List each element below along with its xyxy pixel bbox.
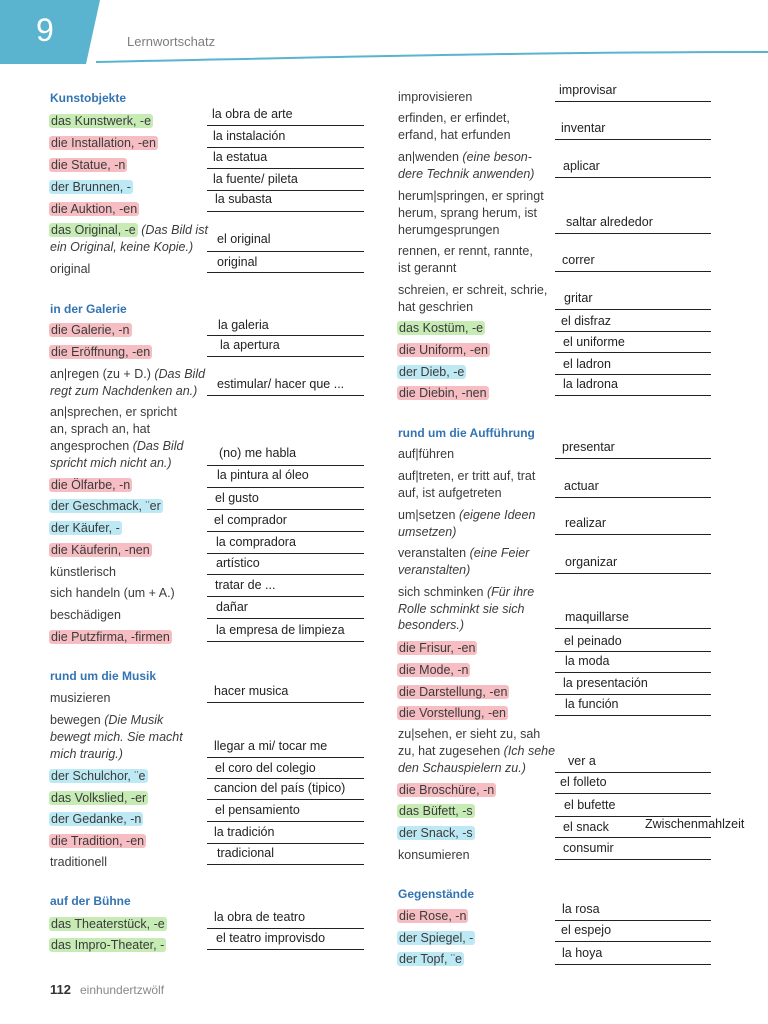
answer-line xyxy=(555,177,711,178)
answer-text: aplicar xyxy=(563,159,600,173)
answer-text: el bufette xyxy=(564,798,616,812)
vocab-term-cont: erfand, hat erfunden xyxy=(398,128,511,142)
vocab-term: erfinden, er erfindet, xyxy=(398,111,510,125)
vocab-term: der Käufer, - xyxy=(51,521,120,535)
answer-line xyxy=(207,251,364,252)
answer-line xyxy=(555,309,711,310)
answer-line xyxy=(555,233,711,234)
answer-line xyxy=(207,928,364,929)
answer-text: la tradición xyxy=(214,825,275,839)
answer-line xyxy=(555,534,711,535)
vocab-example: dere Technik anwenden) xyxy=(398,167,535,181)
vocab-term: rennen, er rennt, rannte, xyxy=(398,244,533,258)
answer-line xyxy=(555,964,711,965)
vocab-term: der Dieb, -e xyxy=(399,365,465,379)
vocab-term: improvisieren xyxy=(398,90,473,104)
answer-line xyxy=(555,352,711,353)
vocab-term: schreien, er schreit, schrie, xyxy=(398,283,548,297)
vocab-term-cont: auf, ist aufgetreten xyxy=(398,486,502,500)
section-heading: Gegenstände xyxy=(398,887,475,901)
answer-line xyxy=(207,702,364,703)
vocab-example: bewegt mich. Sie macht xyxy=(50,730,183,744)
vocab-term: die Broschüre, -n xyxy=(399,783,495,797)
answer-text: gritar xyxy=(564,291,593,305)
vocab-term: zu|sehen, er sieht zu, sah xyxy=(398,727,541,741)
answer-text: el ladron xyxy=(563,357,611,371)
answer-line xyxy=(555,793,711,794)
answer-line xyxy=(555,331,711,332)
vocab-term-cont: an, sprach an, hat xyxy=(50,422,151,436)
answer-line xyxy=(207,949,364,950)
vocab-term: musizieren xyxy=(50,691,111,705)
vocab-example: besonders.) xyxy=(398,618,465,632)
answer-line xyxy=(555,139,711,140)
answer-text: la ladrona xyxy=(563,377,618,391)
vocab-term: das Original, -e (Das Bild ist xyxy=(51,223,208,237)
vocab-term: die Käuferin, -nen xyxy=(51,543,150,557)
vocab-term: der Topf, ¨e xyxy=(399,952,463,966)
answer-text: improvisar xyxy=(559,83,617,97)
vocab-term: veranstalten (eine Feier xyxy=(398,546,530,560)
vocab-term: das Volkslied, -er xyxy=(51,791,147,805)
page-topic: Lernwortschatz xyxy=(127,34,216,49)
vocab-example: spricht mich nicht an.) xyxy=(50,456,172,470)
answer-line xyxy=(555,573,711,574)
page-number-word: einhundertzwölf xyxy=(80,983,165,997)
chapter-number: 9 xyxy=(36,12,54,48)
answer-text: la rosa xyxy=(562,902,600,916)
answer-text: el snack xyxy=(563,820,609,834)
answer-line xyxy=(207,211,364,212)
answer-line xyxy=(207,864,364,865)
answer-text: la galeria xyxy=(218,318,269,332)
answer-text: la apertura xyxy=(220,338,280,352)
answer-text: la subasta xyxy=(215,192,272,206)
vocab-term: die Diebin, -nen xyxy=(399,386,487,400)
answer-line xyxy=(207,465,364,466)
vocab-term-cont: herum, sprang herum, ist xyxy=(398,206,537,220)
section-heading: auf der Bühne xyxy=(50,894,131,908)
vocab-term: die Tradition, -en xyxy=(51,834,145,848)
vocab-term: konsumieren xyxy=(398,848,470,862)
answer-line xyxy=(207,821,364,822)
vocab-term: der Geschmack, ¨er xyxy=(51,499,161,513)
section-heading: rund um die Aufführung xyxy=(398,426,535,440)
vocab-term: die Statue, -n xyxy=(51,158,126,172)
vocab-term: der Snack, -s xyxy=(399,826,473,840)
vocab-term: sich handeln (um + A.) xyxy=(50,586,175,600)
vocab-term: das Kostüm, -e xyxy=(399,321,484,335)
vocab-term: an|wenden (eine beson- xyxy=(398,150,532,164)
answer-text: el original xyxy=(217,232,271,246)
answer-line xyxy=(207,553,364,554)
answer-line xyxy=(555,772,711,773)
vocab-example: ein Original, keine Kopie.) xyxy=(50,240,194,254)
answer-text: el comprador xyxy=(214,513,287,527)
vocab-term: die Installation, -en xyxy=(51,136,156,150)
answer-line xyxy=(207,395,364,396)
vocab-term: das Büfett, -s xyxy=(399,804,473,818)
answer-line xyxy=(555,271,711,272)
answer-text: presentar xyxy=(562,440,615,454)
vocab-term-cont: angesprochen (Das Bild xyxy=(50,439,184,453)
answer-line xyxy=(207,335,364,336)
vocab-term: sich schminken (Für ihre xyxy=(398,585,535,599)
answer-text: estimular/ hacer que ... xyxy=(217,377,345,391)
vocab-example: mich traurig.) xyxy=(50,747,123,761)
answer-line xyxy=(555,497,711,498)
answer-text: inventar xyxy=(561,121,606,135)
vocab-term: die Auktion, -en xyxy=(51,202,138,216)
answer-line xyxy=(555,651,711,652)
answer-line xyxy=(555,395,711,396)
answer-line xyxy=(207,799,364,800)
vocab-term: traditionell xyxy=(50,855,107,869)
vocab-term: der Brunnen, - xyxy=(51,180,131,194)
answer-line xyxy=(207,147,364,148)
vocab-term-cont: herumgesprungen xyxy=(398,223,500,237)
section-heading: Kunstobjekte xyxy=(50,91,127,105)
answer-text: la obra de teatro xyxy=(214,910,306,924)
answer-text: la instalación xyxy=(213,129,286,143)
answer-line xyxy=(555,458,711,459)
answer-text: la obra de arte xyxy=(212,107,293,121)
answer-line xyxy=(207,509,364,510)
vocab-example: umsetzen) xyxy=(398,525,457,539)
vocab-example: regt zum Nachdenken an.) xyxy=(50,384,198,398)
answer-line xyxy=(555,628,711,629)
answer-line xyxy=(555,715,711,716)
vocab-term: der Schulchor, ¨e xyxy=(51,769,146,783)
vocab-term: das Kunstwerk, -e xyxy=(51,114,152,128)
vocab-example: veranstalten) xyxy=(398,563,471,577)
vocab-example: Rolle schminkt sie sich xyxy=(398,602,525,616)
answer-text: cancion del país (tipico) xyxy=(214,781,346,795)
answer-text: (no) me habla xyxy=(219,446,297,460)
answer-line xyxy=(207,618,364,619)
answer-text: la estatua xyxy=(213,150,268,164)
vocab-term-cont: hat geschrien xyxy=(398,300,474,314)
answer-text: el gusto xyxy=(215,491,259,505)
answer-line xyxy=(555,672,711,673)
answer-line xyxy=(207,778,364,779)
answer-line xyxy=(207,574,364,575)
answer-text: saltar alrededor xyxy=(566,215,653,229)
answer-text: original xyxy=(217,255,258,269)
answer-line xyxy=(555,859,711,860)
vocab-term-cont: zu, hat zugesehen (Ich sehe xyxy=(398,744,556,758)
answer-text: correr xyxy=(562,253,595,267)
vocab-term: die Vorstellung, -en xyxy=(399,706,507,720)
answer-text: ver a xyxy=(568,754,596,768)
answer-text: el teatro improvisdo xyxy=(216,931,326,945)
answer-text: la compradora xyxy=(216,535,296,549)
answer-line xyxy=(207,356,364,357)
vocab-term: bewegen (Die Musik xyxy=(50,713,164,727)
answer-line xyxy=(555,101,711,102)
answer-extra-note: Zwischenmahlzeit xyxy=(645,817,745,831)
section-heading: rund um die Musik xyxy=(50,669,157,683)
section-heading: in der Galerie xyxy=(50,302,127,316)
vocab-term: der Gedanke, -n xyxy=(51,812,142,826)
vocab-term: das Theaterstück, -e xyxy=(51,917,165,931)
answer-text: llegar a mi/ tocar me xyxy=(214,739,328,753)
answer-line xyxy=(207,531,364,532)
answer-line xyxy=(555,374,711,375)
answer-line xyxy=(207,843,364,844)
vocab-term: auf|treten, er tritt auf, trat xyxy=(398,469,536,483)
vocab-term: die Uniform, -en xyxy=(399,343,488,357)
answer-line xyxy=(555,941,711,942)
answer-line xyxy=(207,272,364,273)
vocab-example: den Schauspielern zu.) xyxy=(398,761,526,775)
answer-line xyxy=(555,694,711,695)
answer-text: el folleto xyxy=(560,775,607,789)
answer-text: realizar xyxy=(565,516,606,530)
answer-line xyxy=(555,920,711,921)
vocab-term-cont: ist gerannt xyxy=(398,261,457,275)
answer-line xyxy=(207,168,364,169)
answer-text: la pintura al óleo xyxy=(217,468,309,482)
vocab-term: die Galerie, -n xyxy=(51,323,130,337)
vocab-term: die Darstellung, -en xyxy=(399,685,508,699)
answer-text: el espejo xyxy=(561,923,612,937)
answer-text: el pensamiento xyxy=(215,803,300,817)
answer-text: la moda xyxy=(565,654,610,668)
answer-text: artístico xyxy=(216,556,260,570)
vocab-term: die Mode, -n xyxy=(399,663,469,677)
answer-line xyxy=(207,125,364,126)
answer-text: actuar xyxy=(564,479,599,493)
answer-line xyxy=(207,757,364,758)
vocab-term: um|setzen (eigene Ideen xyxy=(398,508,536,522)
answer-text: tratar de ... xyxy=(215,578,276,592)
answer-text: el uniforme xyxy=(563,335,625,349)
vocab-term: beschädigen xyxy=(50,608,121,622)
answer-text: el coro del colegio xyxy=(215,761,316,775)
answer-line xyxy=(555,837,711,838)
vocab-term: auf|führen xyxy=(398,447,455,461)
answer-text: dañar xyxy=(216,600,248,614)
vocab-term: an|regen (zu + D.) (Das Bild xyxy=(50,367,206,381)
answer-text: la fuente/ pileta xyxy=(213,172,298,186)
answer-text: tradicional xyxy=(217,846,274,860)
answer-text: la función xyxy=(565,697,619,711)
answer-line xyxy=(207,487,364,488)
vocab-term: künstlerisch xyxy=(50,565,116,579)
answer-text: el disfraz xyxy=(561,314,612,328)
vocab-term: die Eröffnung, -en xyxy=(51,345,151,359)
vocab-term: die Frisur, -en xyxy=(399,641,476,655)
answer-text: hacer musica xyxy=(214,684,289,698)
vocab-term: die Ölfarbe, -n xyxy=(51,478,131,492)
answer-line xyxy=(207,641,364,642)
vocab-term: das Impro-Theater, - xyxy=(51,938,165,952)
vocab-term: an|sprechen, er spricht xyxy=(50,405,177,419)
vocab-term: der Spiegel, - xyxy=(399,931,474,945)
vocab-term: die Rose, -n xyxy=(399,909,467,923)
vocab-term: die Putzfirma, -firmen xyxy=(51,630,170,644)
answer-text: la hoya xyxy=(562,946,603,960)
answer-text: maquillarse xyxy=(565,610,629,624)
answer-text: organizar xyxy=(565,555,618,569)
page-number: 112 xyxy=(50,982,71,997)
answer-text: el peinado xyxy=(564,634,622,648)
answer-line xyxy=(207,596,364,597)
answer-text: la presentación xyxy=(563,676,648,690)
answer-line xyxy=(207,190,364,191)
vocab-term: herum|springen, er springt xyxy=(398,189,544,203)
answer-text: consumir xyxy=(563,841,614,855)
vocab-term: original xyxy=(50,262,91,276)
answer-text: la empresa de limpieza xyxy=(216,623,345,637)
header-swoosh xyxy=(0,40,768,70)
